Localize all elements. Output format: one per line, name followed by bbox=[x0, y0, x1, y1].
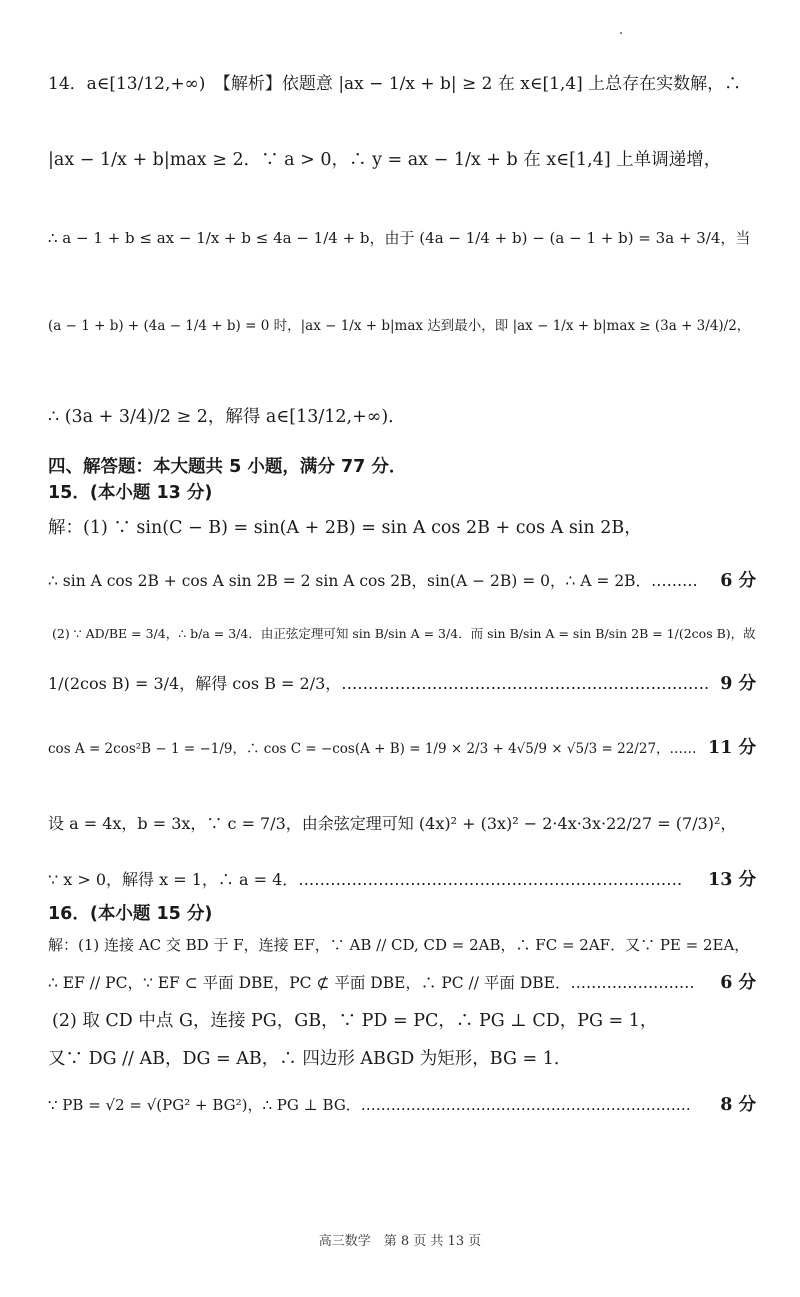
q16-line-3 bbox=[52, 1009, 756, 1033]
q14-line-3 bbox=[48, 226, 756, 250]
question-title: 16．(本小题 15 分) bbox=[48, 904, 213, 924]
q15-line-1 bbox=[48, 516, 756, 540]
question-title: 15．(本小题 13 分) bbox=[48, 483, 213, 503]
score-mark: 11 分 bbox=[708, 738, 756, 758]
q14-answer-line bbox=[48, 72, 756, 96]
text-line: ∴ (3a + 3/4)/2 ≥ 2，解得 a∈[13/12,+∞)． bbox=[48, 407, 406, 427]
text-line: ∴ sin A cos 2B + cos A sin 2B = 2 sin A cos 2B，sin(A − 2B) = 0，∴ A = 2B．……… bbox=[48, 572, 698, 590]
text-line: 14．a∈[13/12,+∞) 【解析】依题意 |ax − 1/x + b| ≥ 2 在 x∈[1,4] 上总存在实数解，∴ bbox=[48, 74, 742, 94]
text-line: ∴ EF // PC，∵ EF ⊂ 平面 DBE，PC ⊄ 平面 DBE，∴ PC // 平面 DBE．…………………… bbox=[48, 974, 695, 992]
q14-line-4 bbox=[48, 313, 756, 338]
page-footer: 高三数学 第 8 页 共 13 页 bbox=[318, 1234, 482, 1249]
text-line: (a − 1 + b) + (4a − 1/4 + b) = 0 时，|ax − 1/x + b|max 达到最小，即 |ax − 1/x + b|max ≥ (3a + 3/4)/2， bbox=[48, 318, 751, 334]
q15-line-4 bbox=[48, 672, 756, 696]
text-line: 解：(1) 连接 AC 交 BD 于 F，连接 EF，∵ AB // CD, CD = 2AB，∴ FC = 2AF．又∵ PE = 2EA， bbox=[48, 936, 750, 954]
text-line: ∴ a − 1 + b ≤ ax − 1/x + b ≤ 4a − 1/4 + b，由于 (4a − 1/4 + b) − (a − 1 + b) = 3a + 3/4，当 bbox=[48, 229, 751, 247]
text-line: (2) 取 CD 中点 G，连接 PG，GB，∵ PD = PC，∴ PG ⊥ CD，PG = 1， bbox=[52, 1011, 658, 1031]
q15-line-5 bbox=[48, 736, 756, 761]
text-line: |ax − 1/x + b|max ≥ 2．∵ a > 0，∴ y = ax − 1/x + b 在 x∈[1,4] 上单调递增， bbox=[48, 150, 722, 170]
text-line: cos A = 2cos²B − 1 = −1/9，∴ cos C = −cos(A + B) = 1/9 × 2/3 + 4√5/9 × √5/3 = 22/27，…… bbox=[48, 741, 697, 757]
section-title: 四、解答题：本大题共 5 小题，满分 77 分． bbox=[48, 457, 407, 477]
q16-line-4 bbox=[48, 1047, 756, 1071]
q15-line-6 bbox=[48, 812, 756, 836]
score-mark: 6 分 bbox=[720, 973, 756, 993]
section-heading bbox=[48, 455, 756, 479]
q15-line-7 bbox=[48, 868, 756, 892]
text-line: 解：(1) ∵ sin(C − B) = sin(A + 2B) = sin A cos 2B + cos A sin 2B， bbox=[48, 518, 642, 538]
score-mark: 8 分 bbox=[720, 1095, 756, 1115]
text-line: ∵ x > 0，解得 x = 1，∴ a = 4．……………………………………………………………… bbox=[48, 870, 683, 889]
text-line: ∵ PB = √2 = √(PG² + BG²)，∴ PG ⊥ BG．………………………………………………………… bbox=[48, 1096, 691, 1114]
corner-mark bbox=[620, 32, 622, 34]
text-line: 设 a = 4x，b = 3x，∵ c = 7/3，由余弦定理可知 (4x)² + (3x)² − 2·4x·3x·22/27 = (7/3)²， bbox=[48, 814, 737, 833]
score-mark: 9 分 bbox=[720, 674, 756, 694]
text-line: 又∵ DG // AB，DG = AB，∴ 四边形 ABGD 为矩形，BG = 1． bbox=[48, 1049, 572, 1069]
text-line: 1/(2cos B) = 3/4，解得 cos B = 2/3，…………………………………………………………… bbox=[48, 674, 710, 693]
score-mark: 6 分 bbox=[720, 571, 756, 591]
score-mark: 13 分 bbox=[708, 870, 756, 890]
q15-line-2 bbox=[48, 569, 756, 593]
q14-line-2 bbox=[48, 148, 756, 172]
q16-line-5 bbox=[48, 1093, 756, 1117]
q15-line-3 bbox=[52, 621, 756, 646]
q16-line-2 bbox=[48, 971, 756, 995]
q14-conclusion bbox=[48, 405, 756, 429]
q16-heading bbox=[48, 902, 756, 926]
q16-line-1 bbox=[48, 933, 756, 957]
q15-heading bbox=[48, 481, 756, 505]
text-line: (2) ∵ AD/BE = 3/4，∴ b/a = 3/4．由正弦定理可知 sin B/sin A = 3/4．而 sin B/sin A = sin B/sin 2B = 1/(2cos B)，故 bbox=[52, 626, 756, 641]
